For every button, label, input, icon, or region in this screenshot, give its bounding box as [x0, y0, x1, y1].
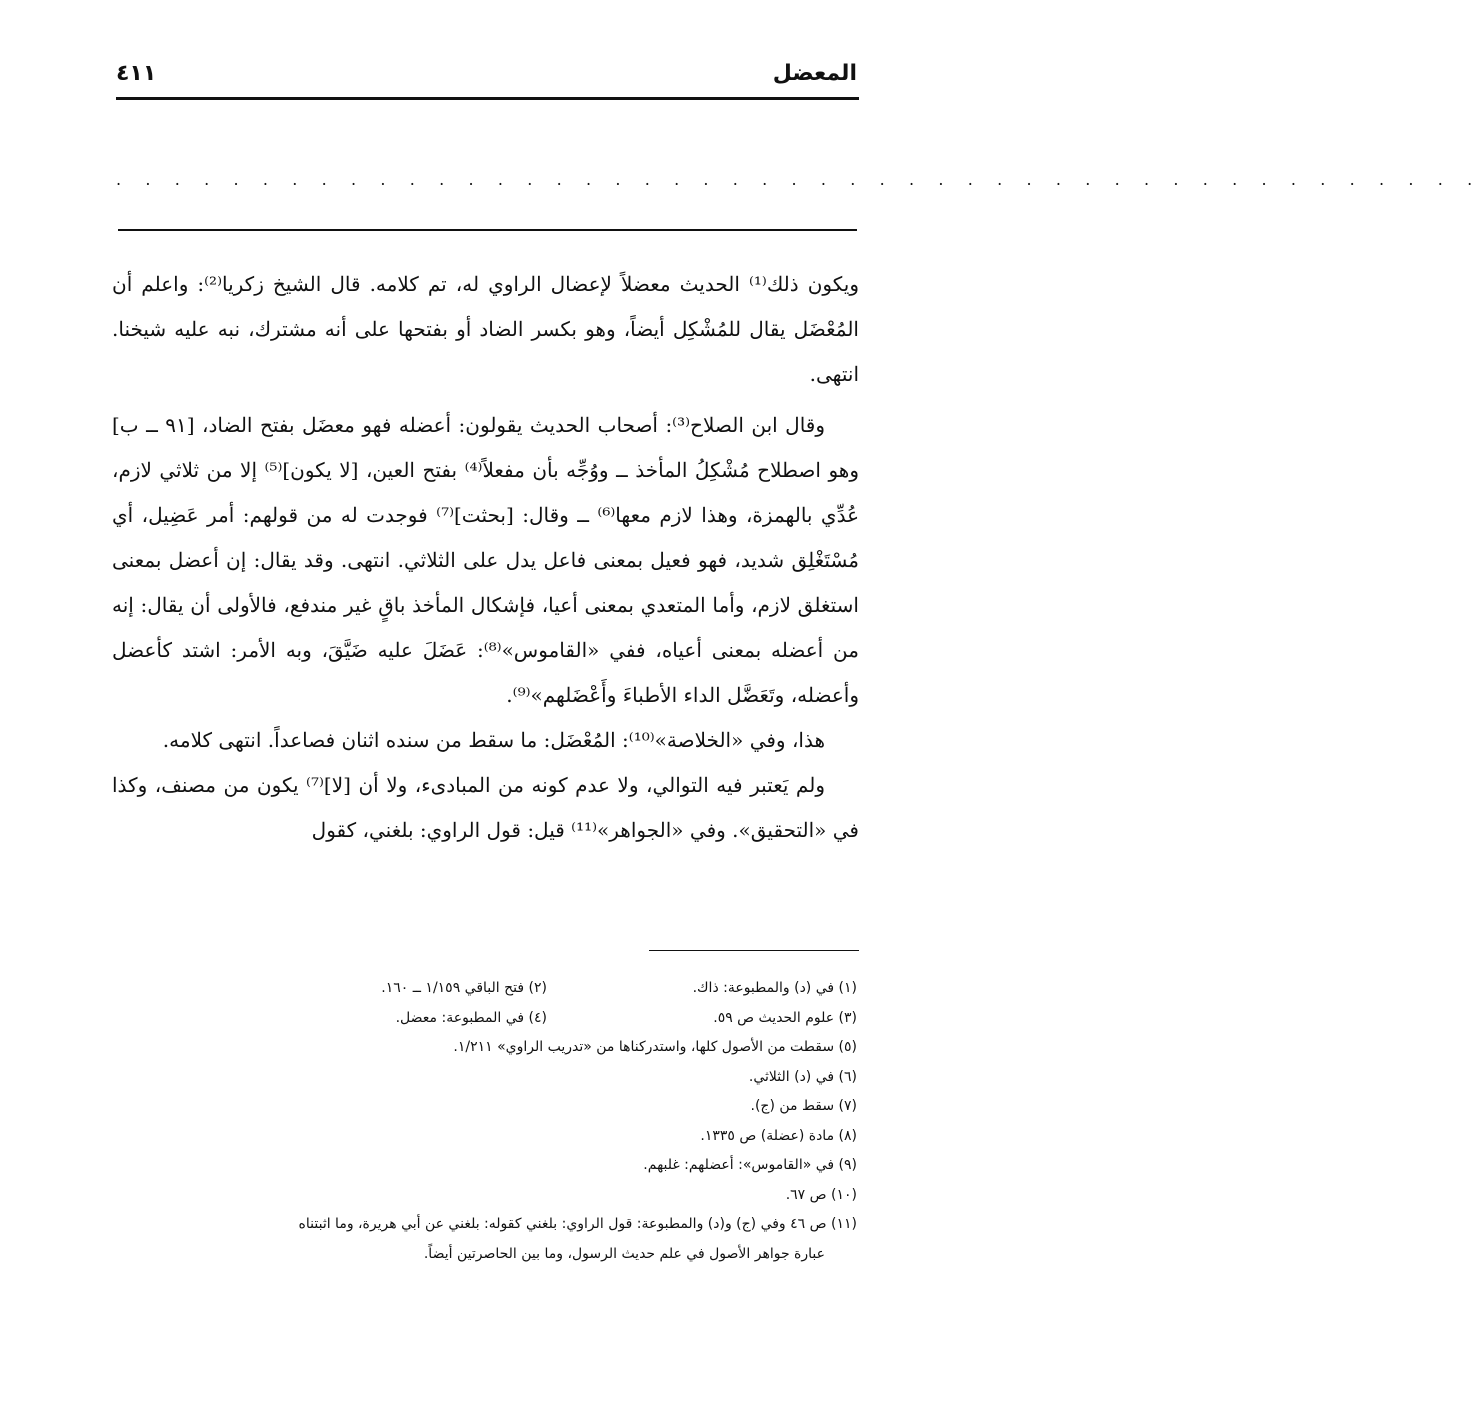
chapter-title: المعضل [772, 61, 857, 86]
paragraph-4: ولم يَعتبر فيه التوالي، ولا عدم كونه من المبادىء، ولا أن [لا]⁽⁷⁾ يكون من مصنف، وكذا في «التحقيق». وفي «الجواهر»⁽¹¹⁾ قيل: قول الراوي: بلغني، كقول [112, 773, 859, 842]
footnote-11: (١١) ص ٤٦ وفي (ج) و(د) والمطبوعة: قول الراوي: بلغني كقوله: بلغني عن أبي هريرة، وما اثبتناه [298, 1216, 857, 1232]
footnote-9: (٩) في «القاموس»: أعضلهم: غلبهم. [643, 1157, 857, 1173]
footnote-divider [649, 950, 859, 951]
footnotes [110, 974, 857, 1269]
paragraph-1: ويكون ذلك⁽¹⁾ الحديث معضلاً لإعضال الراوي له، تم كلامه. قال الشيخ زكريا⁽²⁾: واعلم أن المُعْضَل يقال للمُشْكِل أيضاً، وهو بكسر الضاد أو بفتحها على أنه مشترك، نبه عليه شيخنا. انتهى. [112, 272, 859, 386]
footnote-1: (١) في (د) والمطبوعة: ذاك. [692, 980, 857, 996]
omission-dots: . . . . . . . . . . . . . . . . . . . . . . . . . . . . . . . . . . . . . . . . . . . . . . . [116, 170, 1482, 189]
footnote-6: (٦) في (د) الثلاثي. [748, 1068, 857, 1085]
footnote-7: (٧) سقط من (ج). [750, 1098, 857, 1114]
footnote-11-continuation: عبارة جواهر الأصول في علم حديث الرسول، وما بين الحاصرتين أيضاً. [423, 1245, 825, 1262]
footnote-3: (٣) علوم الحديث ص ٥٩. [713, 1009, 857, 1026]
running-header [116, 58, 857, 94]
paragraph-3: هذا، وفي «الخلاصة»⁽¹⁰⁾: المُعْضَل: ما سقط من سنده اثنان فصاعداً. انتهى كلامه. [162, 728, 825, 752]
paragraph-2: وقال ابن الصلاح⁽³⁾: أصحاب الحديث يقولون: أعضله فهو معضَل بفتح الضاد، [٩١ ــ ب] وهو اصطلاح مُشْكِلُ المأخذ ــ ووُجِّه بأن مفعلاً⁽⁴⁾ بفتح العين، [لا يكون]⁽⁵⁾ إلا من ثلاثي لازم، عُدِّي بالهمزة، وهذا لازم معها⁽⁶⁾ ــ وقال: [بحثت]⁽⁷⁾ فوجدت له من قولهم: أمر عَضِيل، أي مُسْتَغْلِق شديد، فهو فعيل بمعنى فاعل يدل على الثلاثي. انتهى. وقد يقال: إن أعضل بمعنى استغلق لازم، وأما المتعدي بمعنى أعيا، فإشكال المأخذ باقٍ غير مندفع، فالأولى أن يقال: إنه من أعضله بمعنى أعياه، ففي «القاموس»⁽⁸⁾: عَضَلَ عليه ضَيَّقَ، وبه الأمر: اشتد كأعضل وأعضله، وتَعَضَّل الداء الأطباءَ وأَعْضَلهم»⁽⁹⁾. [112, 413, 860, 707]
footnote-2: (٢) فتح الباقي ١/١٥٩ ــ ١٦٠. [381, 980, 547, 996]
footnote-row [110, 1004, 857, 1034]
page-number: ٤١١ [116, 61, 157, 86]
section-divider [118, 229, 857, 231]
footnote-8: (٨) مادة (عضلة) ص ١٣٣٥. [700, 1127, 857, 1144]
main-text [112, 262, 859, 853]
footnote-4: (٤) في المطبوعة: معضل. [395, 1009, 547, 1026]
header-divider [116, 97, 859, 100]
footnote-row [110, 974, 857, 1004]
footnote-10: (١٠) ص ٦٧. [785, 1186, 857, 1203]
footnote-5: (٥) سقطت من الأصول كلها، واستدركناها من «تدريب الراوي» ١/٢١١. [453, 1039, 857, 1055]
